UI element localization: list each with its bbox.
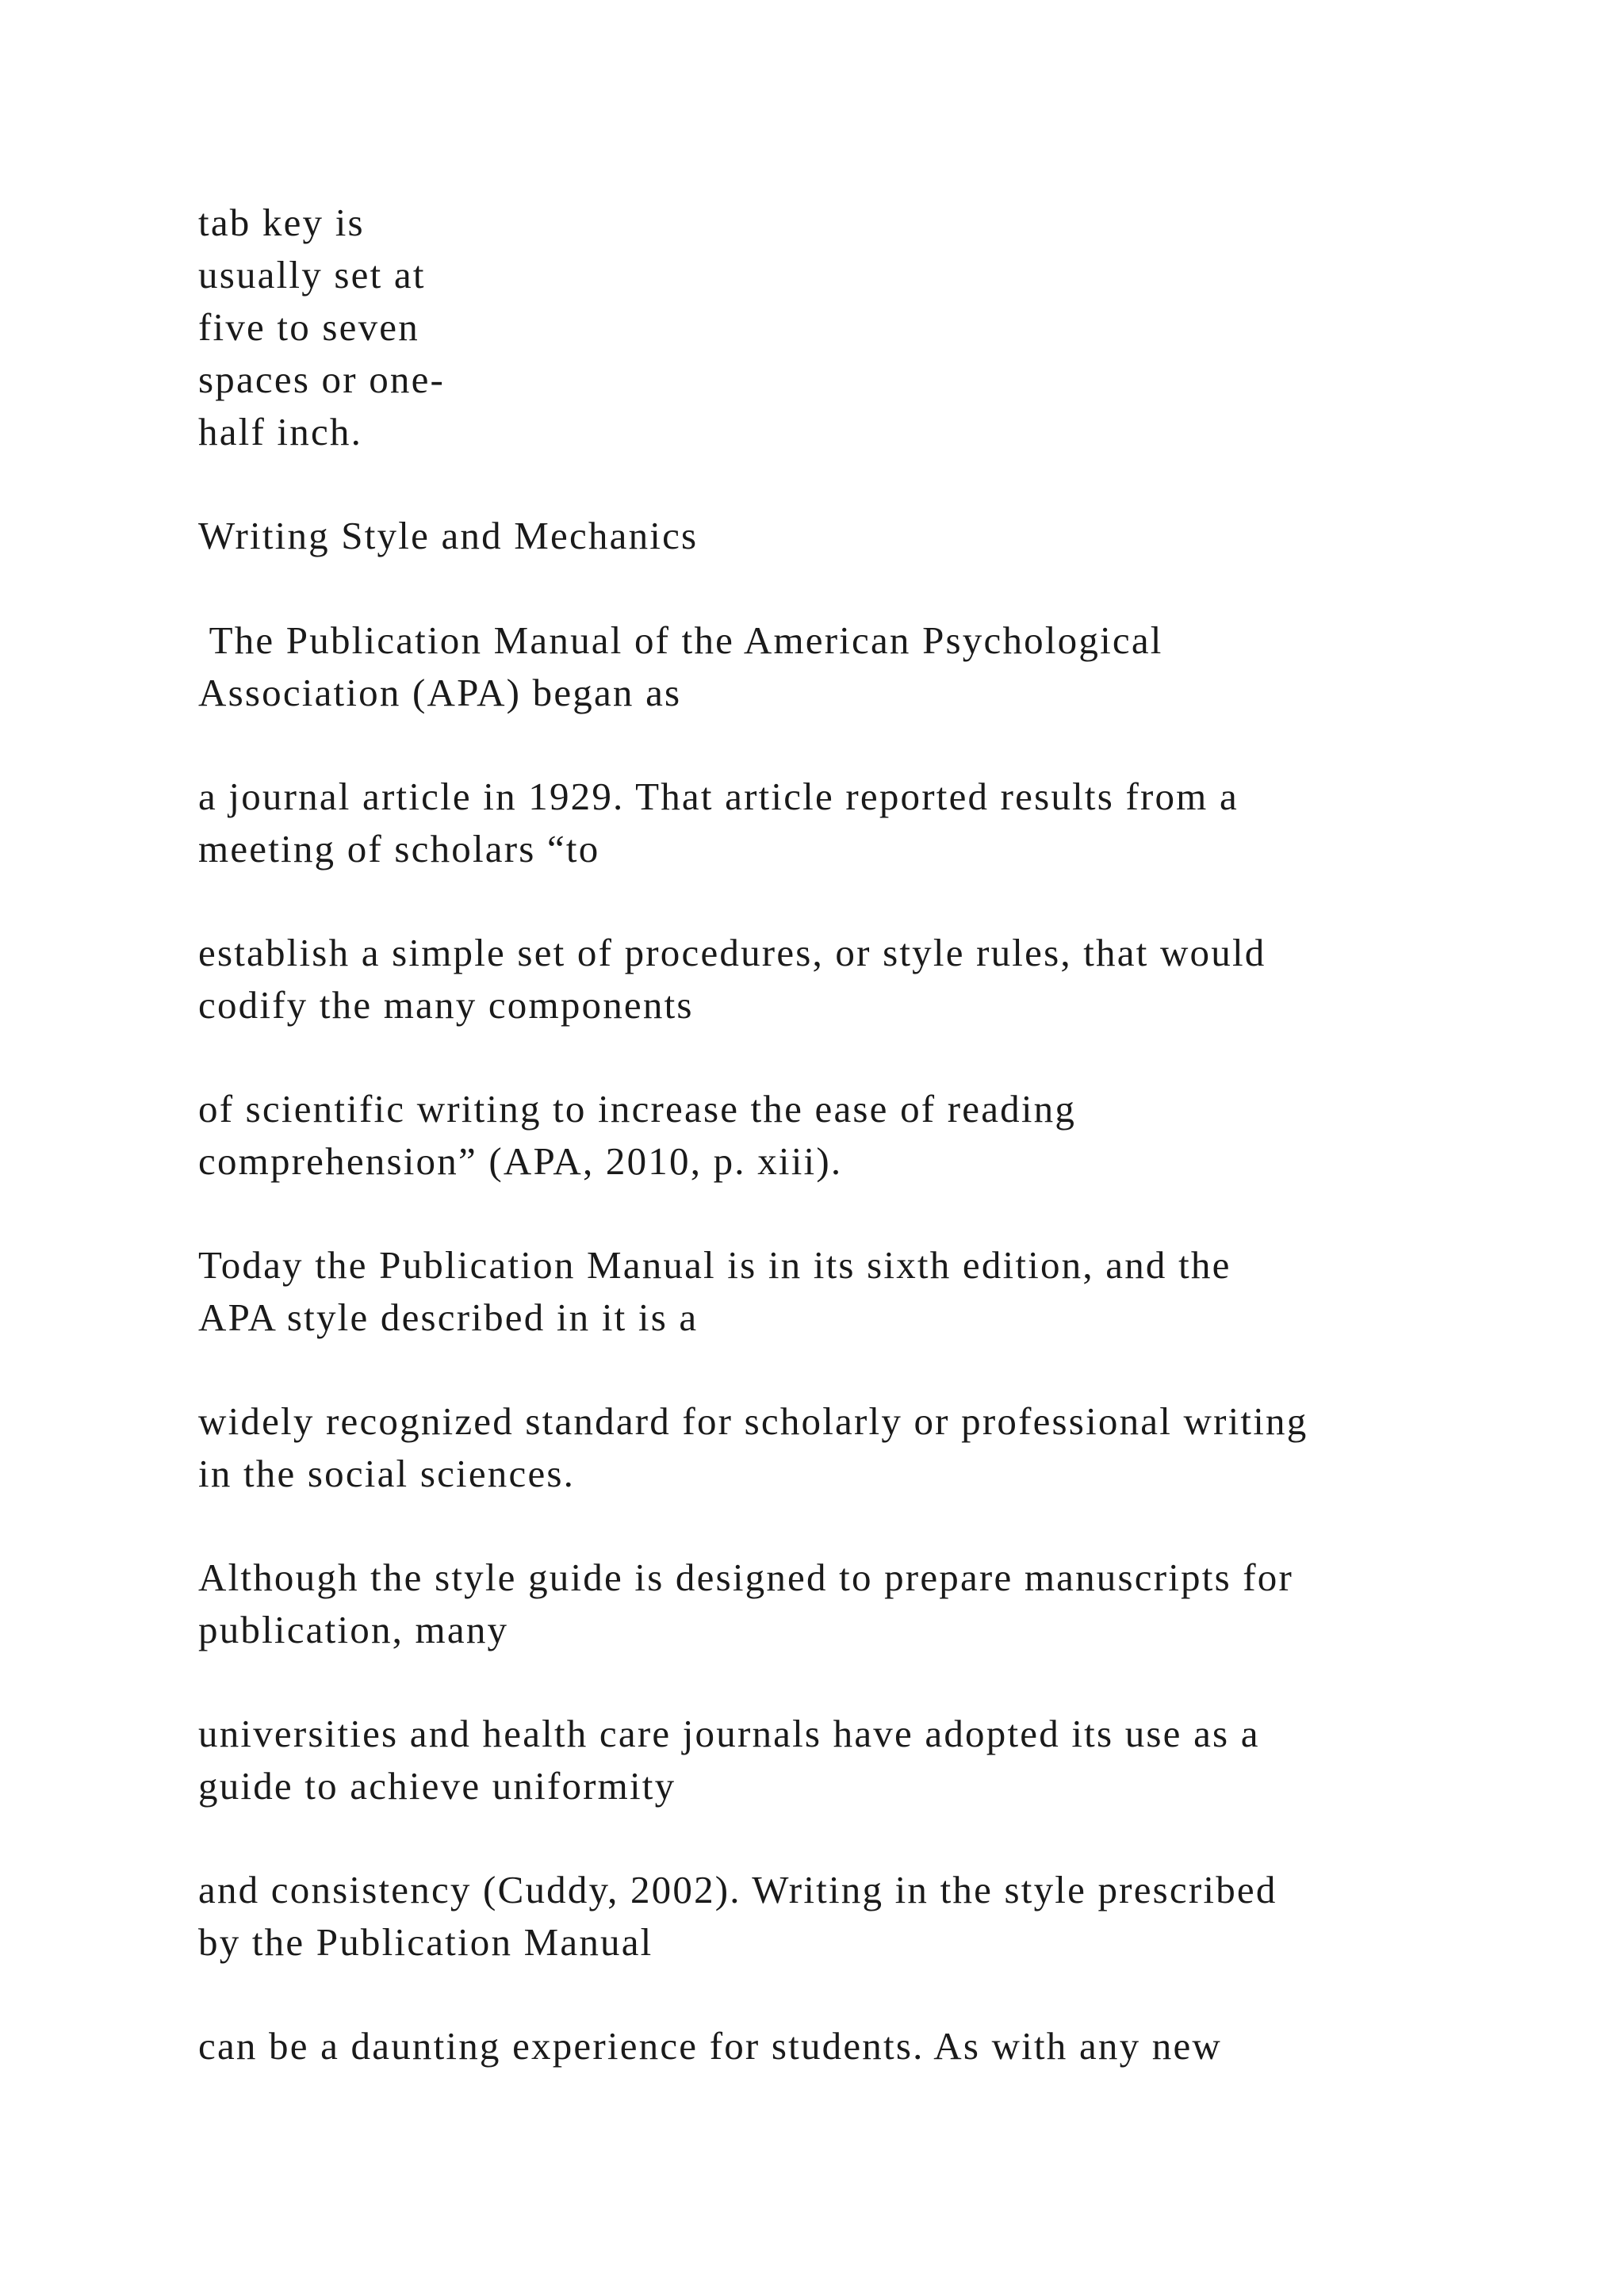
margin-note-line: usually set at bbox=[198, 253, 426, 297]
paragraph-line: guide to achieve uniformity bbox=[198, 1764, 676, 1808]
paragraph-line: Today the Publication Manual is in its sixth edition, and the bbox=[198, 1243, 1231, 1287]
paragraph-line: comprehension” (APA, 2010, p. xiii). bbox=[198, 1139, 843, 1183]
paragraph-line: establish a simple set of procedures, or style rules, that would bbox=[198, 931, 1266, 974]
paragraph-line: APA style described in it is a bbox=[198, 1295, 699, 1339]
paragraph-line: can be a daunting experience for students. As with any new bbox=[198, 2024, 1222, 2068]
margin-note-line: half inch. bbox=[198, 410, 363, 453]
paragraph-line: widely recognized standard for scholarly or professional writing bbox=[198, 1399, 1308, 1443]
paragraph-line: meeting of scholars “to bbox=[198, 827, 600, 871]
paragraph-line: universities and health care journals have adopted its use as a bbox=[198, 1712, 1260, 1755]
paragraph-line: Although the style guide is designed to prepare manuscripts for bbox=[198, 1556, 1294, 1599]
paragraph-line: and consistency (Cuddy, 2002). Writing in the style prescribed bbox=[198, 1868, 1277, 1911]
paragraph-line: The Publication Manual of the American Psychological bbox=[198, 618, 1163, 662]
paragraph-line: Association (APA) began as bbox=[198, 671, 682, 714]
margin-note-line: five to seven bbox=[198, 305, 419, 349]
margin-note-line: tab key is bbox=[198, 201, 365, 244]
section-heading: Writing Style and Mechanics bbox=[198, 514, 699, 557]
paragraph-line: by the Publication Manual bbox=[198, 1920, 653, 1964]
paragraph-line: publication, many bbox=[198, 1608, 509, 1651]
paragraph-line: of scientific writing to increase the ease of reading bbox=[198, 1087, 1077, 1131]
paragraph-line: in the social sciences. bbox=[198, 1452, 576, 1495]
paragraph-line: a journal article in 1929. That article reported results from a bbox=[198, 775, 1239, 818]
margin-note-line: spaces or one- bbox=[198, 358, 446, 401]
paragraph-line: codify the many components bbox=[198, 983, 694, 1027]
